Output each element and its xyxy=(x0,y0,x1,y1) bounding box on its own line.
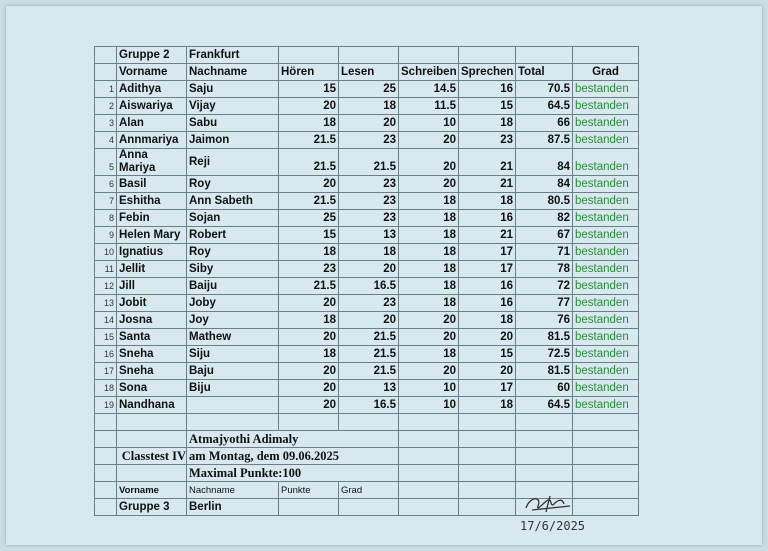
first-name: Alan xyxy=(117,115,187,132)
score-hoeren: 21.5 xyxy=(279,193,339,210)
first-name: Basil xyxy=(117,176,187,193)
row-number: 4 xyxy=(95,132,117,149)
score-total: 84 xyxy=(516,176,573,193)
row-number: 16 xyxy=(95,346,117,363)
score-sprechen: 15 xyxy=(459,98,516,115)
score-schreiben: 10 xyxy=(399,397,459,414)
score-schreiben: 20 xyxy=(399,149,459,176)
score-total: 71 xyxy=(516,244,573,261)
table-row xyxy=(95,81,639,98)
score-hoeren: 18 xyxy=(279,346,339,363)
score-lesen: 18 xyxy=(339,98,399,115)
row-number: 11 xyxy=(95,261,117,278)
last-name: Saju xyxy=(187,81,279,98)
score-lesen: 21.5 xyxy=(339,363,399,380)
row-number: 6 xyxy=(95,176,117,193)
score-lesen: 21.5 xyxy=(339,329,399,346)
score-hoeren: 18 xyxy=(279,115,339,132)
row-number: 5 xyxy=(95,149,117,176)
score-sprechen: 18 xyxy=(459,115,516,132)
table-row xyxy=(95,98,639,115)
first-name: Aiswariya xyxy=(117,98,187,115)
next-group-city: Berlin xyxy=(187,499,279,516)
status-badge: bestanden xyxy=(573,98,639,115)
first-name: Ignatius xyxy=(117,244,187,261)
last-name: Siju xyxy=(187,346,279,363)
table-row xyxy=(95,261,639,278)
footer-test-row xyxy=(95,448,639,465)
score-schreiben: 18 xyxy=(399,210,459,227)
status-badge: bestanden xyxy=(573,346,639,363)
row-number: 15 xyxy=(95,329,117,346)
score-total: 84 xyxy=(516,149,573,176)
score-total: 64.5 xyxy=(516,397,573,414)
status-badge: bestanden xyxy=(573,115,639,132)
first-name: Nandhana xyxy=(117,397,187,414)
status-badge: bestanden xyxy=(573,176,639,193)
score-hoeren: 23 xyxy=(279,261,339,278)
row-number: 12 xyxy=(95,278,117,295)
score-schreiben: 18 xyxy=(399,346,459,363)
score-schreiben: 20 xyxy=(399,329,459,346)
score-total: 77 xyxy=(516,295,573,312)
score-lesen: 23 xyxy=(339,295,399,312)
score-lesen: 20 xyxy=(339,312,399,329)
score-hoeren: 20 xyxy=(279,176,339,193)
score-total: 64.5 xyxy=(516,98,573,115)
score-schreiben: 14.5 xyxy=(399,81,459,98)
last-name: Mathew xyxy=(187,329,279,346)
last-name: Roy xyxy=(187,244,279,261)
next-col-grad: Grad xyxy=(339,482,399,499)
table-row xyxy=(95,278,639,295)
score-lesen: 21.5 xyxy=(339,346,399,363)
first-name: Anna Mariya xyxy=(117,149,187,176)
status-badge: bestanden xyxy=(573,149,639,176)
first-name: Helen Mary xyxy=(117,227,187,244)
first-name: Jobit xyxy=(117,295,187,312)
score-schreiben: 11.5 xyxy=(399,98,459,115)
institution-name: Atmajyothi Adimaly xyxy=(187,431,399,448)
score-hoeren: 18 xyxy=(279,312,339,329)
col-lesen: Lesen xyxy=(339,64,399,81)
score-total: 67 xyxy=(516,227,573,244)
score-lesen: 23 xyxy=(339,193,399,210)
score-sprechen: 16 xyxy=(459,278,516,295)
next-col-vorname: Vorname xyxy=(117,482,187,499)
status-badge: bestanden xyxy=(573,132,639,149)
first-name: Sneha xyxy=(117,363,187,380)
row-number: 10 xyxy=(95,244,117,261)
score-total: 80.5 xyxy=(516,193,573,210)
results-table xyxy=(94,46,639,516)
table-row xyxy=(95,329,639,346)
score-sprechen: 18 xyxy=(459,193,516,210)
test-date: am Montag, dem 09.06.2025 xyxy=(187,448,399,465)
status-badge: bestanden xyxy=(573,397,639,414)
score-sprechen: 15 xyxy=(459,346,516,363)
score-sprechen: 21 xyxy=(459,149,516,176)
score-sprechen: 16 xyxy=(459,81,516,98)
score-sprechen: 21 xyxy=(459,176,516,193)
last-name: Roy xyxy=(187,176,279,193)
score-sprechen: 16 xyxy=(459,295,516,312)
table-row xyxy=(95,363,639,380)
first-name: Santa xyxy=(117,329,187,346)
status-badge: bestanden xyxy=(573,261,639,278)
score-hoeren: 20 xyxy=(279,397,339,414)
signature-date: 17/6/2025 xyxy=(520,519,586,533)
last-name: Sojan xyxy=(187,210,279,227)
score-sprechen: 17 xyxy=(459,380,516,397)
score-total: 72.5 xyxy=(516,346,573,363)
score-schreiben: 18 xyxy=(399,244,459,261)
score-sprechen: 17 xyxy=(459,244,516,261)
last-name xyxy=(187,397,279,414)
score-lesen: 16.5 xyxy=(339,397,399,414)
score-total: 66 xyxy=(516,115,573,132)
handwritten-signature xyxy=(512,492,602,536)
score-lesen: 20 xyxy=(339,261,399,278)
footer-maxpoints-row xyxy=(95,465,639,482)
row-number: 13 xyxy=(95,295,117,312)
score-total: 76 xyxy=(516,312,573,329)
last-name: Ann Sabeth xyxy=(187,193,279,210)
score-lesen: 16.5 xyxy=(339,278,399,295)
row-number: 9 xyxy=(95,227,117,244)
table-row xyxy=(95,312,639,329)
city-label: Frankfurt xyxy=(187,47,279,64)
status-badge: bestanden xyxy=(573,295,639,312)
table-row xyxy=(95,397,639,414)
score-total: 82 xyxy=(516,210,573,227)
score-lesen: 13 xyxy=(339,380,399,397)
score-total: 70.5 xyxy=(516,81,573,98)
status-badge: bestanden xyxy=(573,244,639,261)
score-hoeren: 20 xyxy=(279,98,339,115)
col-sprechen: Sprechen xyxy=(459,64,516,81)
col-nachname: Nachname xyxy=(187,64,279,81)
score-hoeren: 20 xyxy=(279,295,339,312)
first-name: Jellit xyxy=(117,261,187,278)
status-badge: bestanden xyxy=(573,312,639,329)
score-hoeren: 21.5 xyxy=(279,149,339,176)
score-lesen: 23 xyxy=(339,132,399,149)
score-total: 81.5 xyxy=(516,363,573,380)
column-header-row xyxy=(95,64,639,81)
row-number: 19 xyxy=(95,397,117,414)
score-total: 60 xyxy=(516,380,573,397)
table-row xyxy=(95,295,639,312)
row-number: 7 xyxy=(95,193,117,210)
next-col-nachname: Nachname xyxy=(187,482,279,499)
score-schreiben: 20 xyxy=(399,312,459,329)
first-name: Febin xyxy=(117,210,187,227)
score-schreiben: 18 xyxy=(399,295,459,312)
score-hoeren: 15 xyxy=(279,81,339,98)
last-name: Vijay xyxy=(187,98,279,115)
first-name: Sneha xyxy=(117,346,187,363)
table-row xyxy=(95,176,639,193)
score-schreiben: 20 xyxy=(399,132,459,149)
test-label: Classtest IV xyxy=(117,448,187,465)
first-name: Josna xyxy=(117,312,187,329)
score-total: 87.5 xyxy=(516,132,573,149)
status-badge: bestanden xyxy=(573,227,639,244)
last-name: Robert xyxy=(187,227,279,244)
col-grad: Grad xyxy=(573,64,639,81)
score-hoeren: 20 xyxy=(279,363,339,380)
score-lesen: 23 xyxy=(339,176,399,193)
score-lesen: 18 xyxy=(339,244,399,261)
last-name: Baju xyxy=(187,363,279,380)
footer-institution-row xyxy=(95,431,639,448)
score-hoeren: 25 xyxy=(279,210,339,227)
score-lesen: 23 xyxy=(339,210,399,227)
last-name: Biju xyxy=(187,380,279,397)
next-group-label: Gruppe 3 xyxy=(117,499,187,516)
score-schreiben: 18 xyxy=(399,278,459,295)
score-lesen: 20 xyxy=(339,115,399,132)
table-row xyxy=(95,244,639,261)
last-name: Baiju xyxy=(187,278,279,295)
col-schreiben: Schreiben xyxy=(399,64,459,81)
status-badge: bestanden xyxy=(573,278,639,295)
score-lesen: 21.5 xyxy=(339,149,399,176)
row-number: 8 xyxy=(95,210,117,227)
score-sprechen: 17 xyxy=(459,261,516,278)
last-name: Jaimon xyxy=(187,132,279,149)
last-name: Sabu xyxy=(187,115,279,132)
max-points: Maximal Punkte:100 xyxy=(187,465,399,482)
score-sprechen: 18 xyxy=(459,312,516,329)
status-badge: bestanden xyxy=(573,193,639,210)
last-name: Joy xyxy=(187,312,279,329)
score-schreiben: 18 xyxy=(399,261,459,278)
status-badge: bestanden xyxy=(573,210,639,227)
score-hoeren: 15 xyxy=(279,227,339,244)
first-name: Annmariya xyxy=(117,132,187,149)
score-lesen: 13 xyxy=(339,227,399,244)
col-hoeren: Hören xyxy=(279,64,339,81)
group-header-row xyxy=(95,47,639,64)
row-number: 2 xyxy=(95,98,117,115)
status-badge: bestanden xyxy=(573,329,639,346)
row-number: 18 xyxy=(95,380,117,397)
score-total: 72 xyxy=(516,278,573,295)
group-label: Gruppe 2 xyxy=(117,47,187,64)
table-row xyxy=(95,380,639,397)
last-name: Siby xyxy=(187,261,279,278)
next-col-punkte: Punkte xyxy=(279,482,339,499)
table-row xyxy=(95,115,639,132)
score-sprechen: 18 xyxy=(459,397,516,414)
col-total: Total xyxy=(516,64,573,81)
results-sheet xyxy=(94,46,638,516)
score-sprechen: 21 xyxy=(459,227,516,244)
table-row xyxy=(95,346,639,363)
first-name: Jill xyxy=(117,278,187,295)
status-badge: bestanden xyxy=(573,363,639,380)
score-sprechen: 23 xyxy=(459,132,516,149)
last-name: Joby xyxy=(187,295,279,312)
table-row xyxy=(95,210,639,227)
row-number: 14 xyxy=(95,312,117,329)
table-row xyxy=(95,149,639,176)
last-name: Reji xyxy=(187,149,279,176)
first-name: Adithya xyxy=(117,81,187,98)
score-sprechen: 20 xyxy=(459,363,516,380)
score-hoeren: 20 xyxy=(279,329,339,346)
table-row xyxy=(95,193,639,210)
row-number: 3 xyxy=(95,115,117,132)
table-row xyxy=(95,227,639,244)
row-number: 1 xyxy=(95,81,117,98)
score-lesen: 25 xyxy=(339,81,399,98)
col-vorname: Vorname xyxy=(117,64,187,81)
row-number: 17 xyxy=(95,363,117,380)
status-badge: bestanden xyxy=(573,81,639,98)
score-hoeren: 18 xyxy=(279,244,339,261)
first-name: Eshitha xyxy=(117,193,187,210)
score-schreiben: 10 xyxy=(399,115,459,132)
score-sprechen: 20 xyxy=(459,329,516,346)
status-badge: bestanden xyxy=(573,380,639,397)
table-row xyxy=(95,132,639,149)
score-total: 78 xyxy=(516,261,573,278)
score-sprechen: 16 xyxy=(459,210,516,227)
score-schreiben: 10 xyxy=(399,380,459,397)
score-hoeren: 21.5 xyxy=(279,132,339,149)
score-hoeren: 21.5 xyxy=(279,278,339,295)
score-hoeren: 20 xyxy=(279,380,339,397)
score-schreiben: 20 xyxy=(399,363,459,380)
score-schreiben: 20 xyxy=(399,176,459,193)
score-schreiben: 18 xyxy=(399,227,459,244)
score-schreiben: 18 xyxy=(399,193,459,210)
first-name: Sona xyxy=(117,380,187,397)
score-total: 81.5 xyxy=(516,329,573,346)
